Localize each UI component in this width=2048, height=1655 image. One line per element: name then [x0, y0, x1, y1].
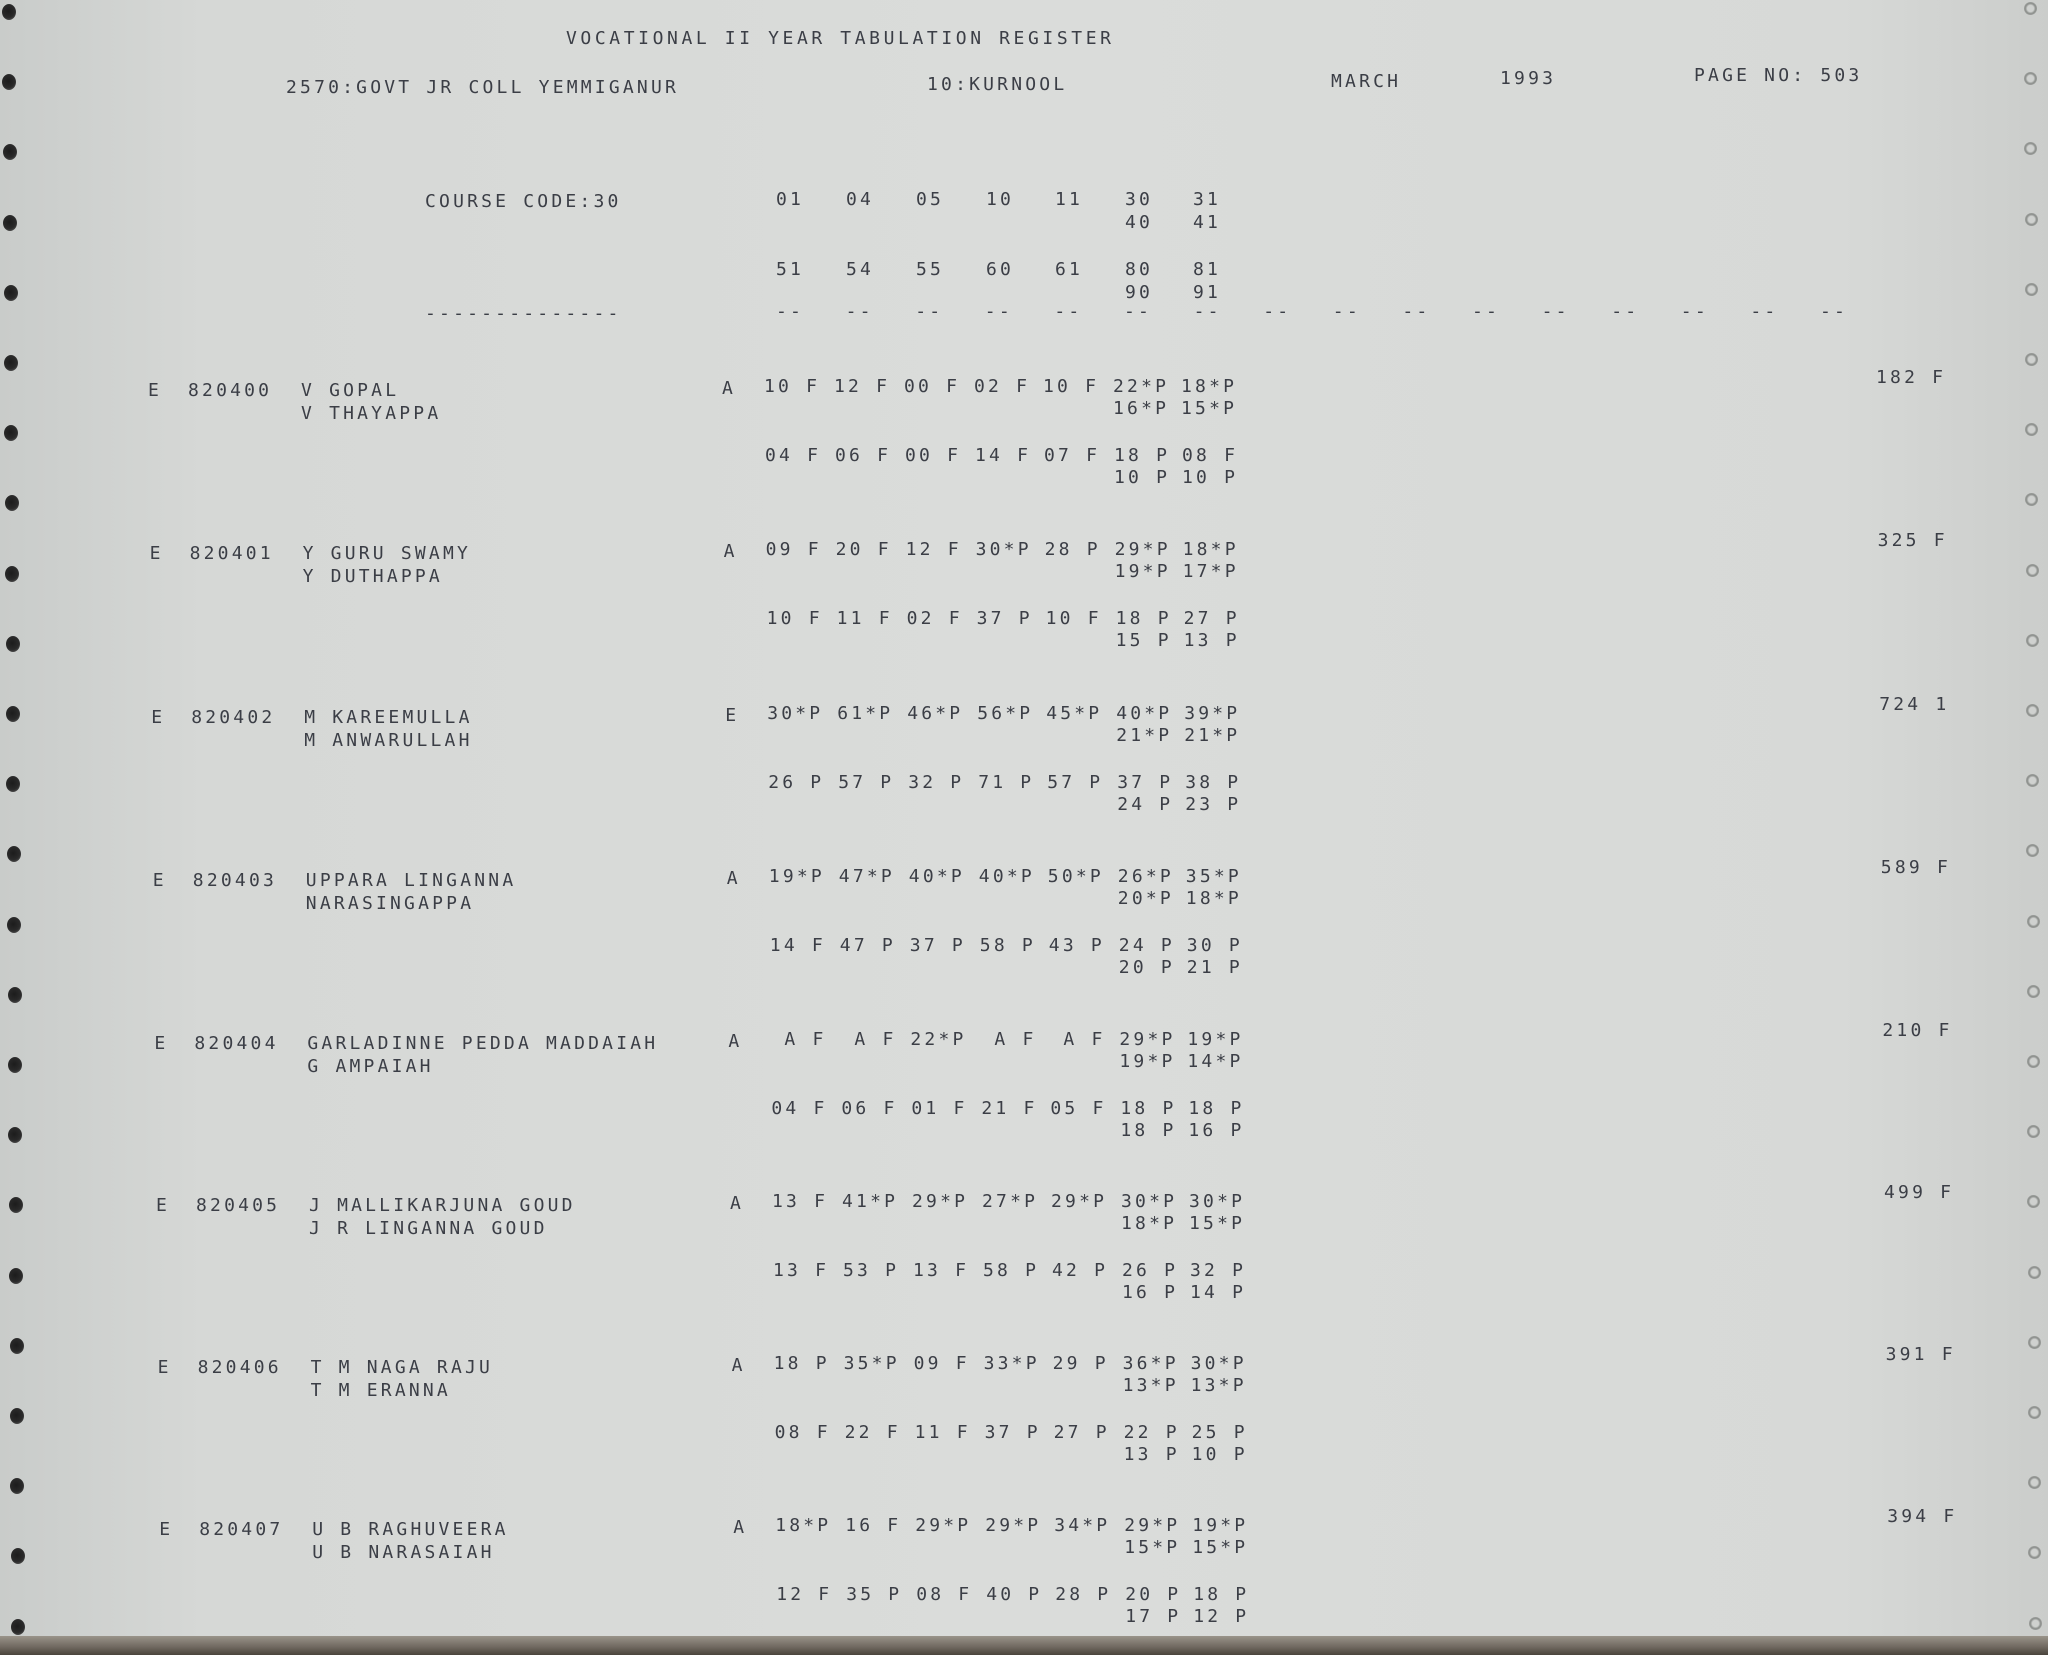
column-dash: --: [1263, 301, 1292, 322]
column-dash: --: [984, 301, 1013, 322]
mark: 13 F: [773, 1260, 830, 1281]
mark: 28 P: [1044, 539, 1101, 560]
course-code: 04: [846, 189, 875, 210]
mark: 17*P: [1182, 561, 1239, 582]
mark: 22 P: [1123, 1422, 1180, 1443]
mark: 02 F: [906, 608, 963, 629]
column-dash: --: [1820, 301, 1849, 322]
father-name: J R LINGANNA GOUD: [309, 1218, 548, 1239]
page-number: PAGE NO: 503: [1694, 65, 1863, 86]
roll-number: 820400: [188, 380, 273, 401]
mark: 01 F: [911, 1098, 968, 1119]
mark: 20 P: [1125, 1584, 1182, 1605]
mark: 17 P: [1125, 1606, 1182, 1627]
mark: 12 F: [776, 1584, 833, 1605]
feed-hole: [6, 636, 20, 652]
mark: 18*P: [1121, 1213, 1178, 1234]
feed-hole: [10, 1408, 24, 1424]
mark: 37 P: [909, 935, 966, 956]
mark: 13*P: [1190, 1375, 1247, 1396]
feed-hole: [2024, 72, 2037, 85]
feed-hole: [2026, 564, 2039, 577]
mark: 30*P: [1189, 1191, 1246, 1212]
father-name: Y DUTHAPPA: [302, 566, 443, 587]
father-name: U B NARASAIAH: [312, 1542, 495, 1563]
student-name: M KAREEMULLA: [304, 707, 473, 728]
feed-hole: [5, 566, 19, 582]
mark: 21 F: [981, 1098, 1038, 1119]
mark: 40*P: [908, 866, 965, 887]
mark: 29*P: [1124, 1515, 1181, 1536]
feed-hole: [2025, 423, 2038, 436]
mark: A F: [980, 1029, 1037, 1050]
feed-hole: [2026, 774, 2039, 787]
mark: 45*P: [1046, 703, 1103, 724]
course-code-underline: --------------: [425, 303, 622, 324]
mark: 18*P: [1182, 539, 1239, 560]
result-group: A: [728, 1031, 743, 1052]
column-dash: --: [1750, 301, 1779, 322]
mark: 25 P: [1191, 1422, 1248, 1443]
mark: 18*P: [1181, 376, 1238, 397]
mark: 18*P: [775, 1515, 832, 1536]
course-code: 81: [1193, 259, 1222, 280]
column-dash: --: [776, 301, 805, 322]
mark: 29 P: [1052, 1353, 1109, 1374]
mark: 11 F: [836, 608, 893, 629]
district-name: 10:KURNOOL: [927, 74, 1068, 95]
mark: 23 P: [1185, 794, 1242, 815]
result-group: A: [723, 541, 738, 562]
total-marks: 724 1: [1879, 694, 1950, 715]
column-dash: --: [1680, 301, 1709, 322]
mark: 08 F: [916, 1584, 973, 1605]
category-code: E: [157, 1357, 172, 1378]
mark: 22 F: [844, 1422, 901, 1443]
roll-number: 820406: [197, 1357, 282, 1378]
mark: 30*P: [1121, 1191, 1178, 1212]
mark: 41*P: [842, 1191, 899, 1212]
mark: 38 P: [1185, 772, 1242, 793]
mark: 40*P: [1116, 703, 1173, 724]
mark: 32 P: [908, 772, 965, 793]
mark: 42 P: [1052, 1260, 1109, 1281]
mark: 21 P: [1186, 957, 1243, 978]
father-name: M ANWARULLAH: [304, 730, 473, 751]
course-code: 54: [846, 259, 875, 280]
total-marks: 182 F: [1876, 367, 1947, 388]
student-name: V GOPAL: [301, 380, 400, 401]
mark: 61*P: [837, 703, 894, 724]
mark: 47 P: [839, 935, 896, 956]
feed-hole: [5, 495, 19, 511]
mark: 11 F: [914, 1422, 971, 1443]
result-group: A: [730, 1193, 745, 1214]
column-dash: --: [1193, 301, 1222, 322]
mark: 36*P: [1122, 1353, 1179, 1374]
roll-number: 820404: [194, 1033, 279, 1054]
category-code: E: [148, 380, 163, 401]
student-name: Y GURU SWAMY: [302, 543, 472, 564]
feed-hole: [7, 917, 21, 933]
mark: 26 P: [1122, 1260, 1179, 1281]
college-name: 2570:GOVT JR COLL YEMMIGANUR: [286, 77, 680, 98]
feed-hole: [8, 987, 22, 1003]
mark: 30*P: [1190, 1353, 1247, 1374]
mark: 56*P: [977, 703, 1034, 724]
total-marks: 325 F: [1877, 530, 1948, 551]
roll-number: 820402: [191, 707, 276, 728]
total-marks: 499 F: [1884, 1182, 1955, 1203]
mark: 37 P: [1117, 772, 1174, 793]
feed-hole: [4, 285, 18, 301]
mark: 12 F: [905, 539, 962, 560]
course-code: 51: [776, 259, 805, 280]
mark: 58 P: [983, 1260, 1040, 1281]
mark: 34*P: [1054, 1515, 1111, 1536]
feed-hole: [2024, 2, 2037, 15]
mark: 02 F: [974, 376, 1031, 397]
mark: 43 P: [1048, 935, 1105, 956]
feed-hole: [2026, 844, 2039, 857]
mark: 22*P: [910, 1029, 967, 1050]
exam-month: MARCH: [1331, 71, 1402, 92]
course-code: 60: [986, 259, 1015, 280]
mark: 35*P: [843, 1353, 900, 1374]
feed-hole: [2029, 1617, 2042, 1630]
result-group: A: [733, 1517, 748, 1538]
mark: 12 P: [1193, 1606, 1250, 1627]
mark: 58 P: [979, 935, 1036, 956]
feed-hole: [6, 776, 20, 792]
mark: 15 P: [1115, 630, 1172, 651]
mark: 21*P: [1116, 725, 1173, 746]
mark: 14 F: [975, 445, 1032, 466]
feed-hole: [2024, 142, 2037, 155]
mark: 46*P: [907, 703, 964, 724]
course-code: 90: [1125, 282, 1154, 303]
mark: 14 P: [1190, 1282, 1247, 1303]
roll-number: 820401: [189, 543, 274, 564]
feed-hole: [2028, 1406, 2041, 1419]
mark: 10 F: [1045, 608, 1102, 629]
column-dash: --: [1054, 301, 1083, 322]
mark: 37 P: [976, 608, 1033, 629]
course-code-label: COURSE CODE:30: [425, 191, 622, 212]
student-name: T M NAGA RAJU: [310, 1357, 494, 1378]
mark: 71 P: [978, 772, 1035, 793]
course-code: 10: [986, 189, 1015, 210]
course-code: 61: [1055, 259, 1084, 280]
mark: 18 P: [1120, 1120, 1177, 1141]
course-code: 41: [1193, 212, 1222, 233]
feed-hole: [4, 355, 18, 371]
feed-hole: [2026, 634, 2039, 647]
column-dash: --: [1124, 301, 1153, 322]
feed-hole: [2025, 353, 2038, 366]
mark: 09 F: [765, 539, 822, 560]
mark: 24 P: [1118, 935, 1175, 956]
total-marks: 210 F: [1882, 1020, 1953, 1041]
mark: 14*P: [1187, 1051, 1244, 1072]
mark: A F: [1049, 1029, 1106, 1050]
mark: 22*P: [1113, 376, 1170, 397]
mark: 13*P: [1122, 1375, 1179, 1396]
total-marks: 394 F: [1887, 1506, 1958, 1527]
mark: 21*P: [1184, 725, 1241, 746]
category-code: E: [156, 1195, 171, 1216]
mark: 19*P: [1192, 1515, 1249, 1536]
mark: 16 P: [1188, 1120, 1245, 1141]
feed-hole: [6, 706, 20, 722]
mark: 13 F: [772, 1191, 829, 1212]
result-group: A: [722, 378, 737, 399]
mark: 26 P: [768, 772, 825, 793]
mark: 05 F: [1050, 1098, 1107, 1119]
feed-hole: [11, 1619, 25, 1635]
mark: 33*P: [983, 1353, 1040, 1374]
mark: 07 F: [1044, 445, 1101, 466]
mark: 08 F: [774, 1422, 831, 1443]
student-name: UPPARA LINGANNA: [305, 870, 517, 891]
feed-hole: [2, 74, 16, 90]
father-name: T M ERANNA: [310, 1380, 451, 1401]
mark: 37 P: [984, 1422, 1041, 1443]
mark: 57 P: [838, 772, 895, 793]
mark: 13 F: [913, 1260, 970, 1281]
mark: 53 P: [843, 1260, 900, 1281]
mark: 30*P: [975, 539, 1032, 560]
mark: 06 F: [835, 445, 892, 466]
result-group: A: [731, 1355, 746, 1376]
feed-hole: [3, 215, 17, 231]
mark: 13 P: [1123, 1444, 1180, 1465]
mark: 20 P: [1118, 957, 1175, 978]
mark: 30*P: [767, 703, 824, 724]
course-code: 91: [1193, 282, 1222, 303]
mark: 04 F: [771, 1098, 828, 1119]
category-code: E: [152, 870, 167, 891]
feed-hole: [2027, 1055, 2040, 1068]
mark: 00 F: [905, 445, 962, 466]
result-group: E: [725, 705, 740, 726]
mark: 12 F: [834, 376, 891, 397]
mark: 29*P: [1114, 539, 1171, 560]
mark: 20 F: [835, 539, 892, 560]
mark: 09 F: [913, 1353, 970, 1374]
mark: 19*P: [1119, 1051, 1176, 1072]
student-name: U B RAGHUVEERA: [312, 1519, 509, 1540]
course-code: 30: [1125, 189, 1154, 210]
feed-hole: [2025, 283, 2038, 296]
mark: 10 F: [764, 376, 821, 397]
course-code: 55: [916, 259, 945, 280]
feed-hole: [2025, 213, 2038, 226]
mark: 18 P: [1193, 1584, 1250, 1605]
mark: 15*P: [1124, 1537, 1181, 1558]
exam-year: 1993: [1500, 68, 1557, 89]
category-code: E: [149, 543, 164, 564]
mark: 19*P: [768, 866, 825, 887]
course-code: 80: [1125, 259, 1154, 280]
father-name: NARASINGAPPA: [305, 893, 475, 914]
paper-bottom-edge: [0, 1636, 2048, 1655]
mark: 15*P: [1192, 1537, 1249, 1558]
feed-hole: [3, 144, 17, 160]
mark: 04 F: [765, 445, 822, 466]
feed-hole: [9, 1197, 23, 1213]
mark: 39*P: [1184, 703, 1241, 724]
mark: 29*P: [912, 1191, 969, 1212]
category-code: E: [159, 1519, 174, 1540]
mark: 29*P: [985, 1515, 1042, 1536]
mark: 30 P: [1186, 935, 1243, 956]
feed-hole: [8, 1127, 22, 1143]
feed-hole: [2027, 985, 2040, 998]
mark: 16*P: [1113, 398, 1170, 419]
feed-hole: [2, 4, 16, 20]
course-code: 11: [1055, 189, 1084, 210]
mark: 19*P: [1187, 1029, 1244, 1050]
mark: 06 F: [841, 1098, 898, 1119]
column-dash: --: [1332, 301, 1361, 322]
roll-number: 820407: [199, 1519, 284, 1540]
mark: A F: [770, 1029, 827, 1050]
feed-hole: [2028, 1266, 2041, 1279]
mark: 26*P: [1117, 866, 1174, 887]
column-dash: --: [1402, 301, 1431, 322]
mark: 27 P: [1183, 608, 1240, 629]
mark: 14 F: [769, 935, 826, 956]
mark: 13 P: [1183, 630, 1240, 651]
feed-hole: [10, 1478, 24, 1494]
mark: 18*P: [1185, 888, 1242, 909]
mark: 10 P: [1182, 467, 1239, 488]
father-name: V THAYAPPA: [301, 403, 442, 424]
mark: 08 F: [1182, 445, 1239, 466]
category-code: E: [154, 1033, 169, 1054]
mark: 18 P: [1114, 445, 1171, 466]
feed-hole: [10, 1338, 24, 1354]
course-code: 05: [916, 189, 945, 210]
feed-hole: [2028, 1546, 2041, 1559]
mark: 24 P: [1117, 794, 1174, 815]
mark: 10 F: [766, 608, 823, 629]
mark: 47*P: [838, 866, 895, 887]
father-name: G AMPAIAH: [307, 1056, 434, 1077]
column-dash: --: [1611, 301, 1640, 322]
student-name: J MALLIKARJUNA GOUD: [309, 1195, 576, 1216]
mark: 16 P: [1122, 1282, 1179, 1303]
result-group: A: [726, 868, 741, 889]
column-dash: --: [1472, 301, 1501, 322]
feed-hole: [2025, 493, 2038, 506]
mark: 18 P: [1188, 1098, 1245, 1119]
mark: 28 P: [1055, 1584, 1112, 1605]
student-name: GARLADINNE PEDDA MADDAIAH: [307, 1033, 659, 1054]
mark: 18 P: [1120, 1098, 1177, 1119]
column-dash: --: [845, 301, 874, 322]
roll-number: 820403: [192, 870, 278, 891]
mark: 16 F: [845, 1515, 902, 1536]
mark: 35*P: [1185, 866, 1242, 887]
feed-hole: [2026, 704, 2039, 717]
mark: 19*P: [1114, 561, 1171, 582]
mark: 29*P: [915, 1515, 972, 1536]
mark: 57 P: [1047, 772, 1104, 793]
total-marks: 589 F: [1880, 857, 1951, 878]
feed-hole: [2027, 915, 2040, 928]
mark: 18 P: [773, 1353, 830, 1374]
mark: 27*P: [982, 1191, 1039, 1212]
mark: 15*P: [1189, 1213, 1246, 1234]
mark: A F: [840, 1029, 897, 1050]
feed-hole: [2027, 1195, 2040, 1208]
mark: 00 F: [904, 376, 961, 397]
feed-hole: [7, 846, 21, 862]
mark: 29*P: [1119, 1029, 1176, 1050]
feed-hole: [11, 1548, 25, 1564]
mark: 32 P: [1190, 1260, 1247, 1281]
page-title: VOCATIONAL II YEAR TABULATION REGISTER: [566, 28, 1115, 49]
roll-number: 820405: [196, 1195, 281, 1216]
course-code: 31: [1193, 189, 1222, 210]
category-code: E: [151, 707, 166, 728]
mark: 18 P: [1115, 608, 1172, 629]
column-dash: --: [1541, 301, 1570, 322]
mark: 15*P: [1181, 398, 1238, 419]
feed-hole: [8, 1057, 22, 1073]
mark: 10 P: [1114, 467, 1171, 488]
mark: 50*P: [1047, 866, 1104, 887]
mark: 27 P: [1053, 1422, 1110, 1443]
feed-hole: [4, 425, 18, 441]
mark: 40*P: [978, 866, 1035, 887]
mark: 29*P: [1051, 1191, 1108, 1212]
feed-hole: [9, 1268, 23, 1284]
feed-hole: [2028, 1336, 2041, 1349]
mark: 10 P: [1191, 1444, 1248, 1465]
feed-hole: [2027, 1125, 2040, 1138]
course-code: 40: [1125, 212, 1154, 233]
mark: 40 P: [986, 1584, 1043, 1605]
feed-hole: [2028, 1476, 2041, 1489]
mark: 10 F: [1043, 376, 1100, 397]
mark: 35 P: [846, 1584, 903, 1605]
total-marks: 391 F: [1885, 1344, 1956, 1365]
course-code: 01: [776, 189, 805, 210]
column-dash: --: [915, 301, 944, 322]
mark: 20*P: [1117, 888, 1174, 909]
